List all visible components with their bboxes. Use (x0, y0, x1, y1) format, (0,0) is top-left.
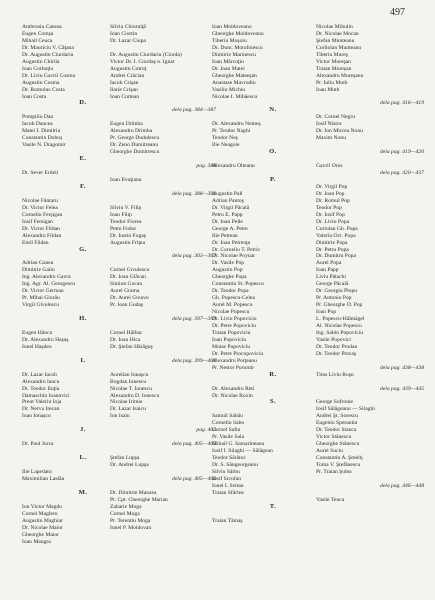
name-entry: Dr. Teodor Stanca (316, 427, 357, 434)
name-entry: Nicolae T. Ionescu (110, 385, 152, 392)
name-entry: Vasile Teuca (316, 496, 345, 503)
name-entry: Anastase Mavrodin (212, 79, 256, 86)
name-entry: Dr. Liviu Popa (316, 218, 350, 225)
name-entry: Eugen Hâncu (22, 329, 53, 336)
name-entry: Gheorghe Stănescu (316, 441, 360, 448)
name-entry: Dr. Nicolae Maior (22, 524, 63, 531)
name-entry: Mihail G. Samarineanu (212, 441, 265, 448)
name-entry: George Păcală (316, 281, 349, 288)
name-entry (110, 309, 220, 316)
name-entry: Ilie Lapedatu (22, 469, 52, 475)
name-entry: Eugen Drimba (110, 121, 143, 128)
name-entry: Dr. Romul Pop (316, 197, 350, 204)
name-entry: Ilie Neagoie (212, 142, 240, 149)
name-entry: Gh. Popescu-Celea (212, 295, 255, 302)
name-entry: Bogdan Ionescu (110, 378, 147, 385)
name-entry: Nicolae Popescu (212, 309, 250, 316)
name-entry (212, 184, 320, 191)
name-entry: Dr. Andrei Lupşa (110, 462, 149, 469)
name-entry: Alexandru D. Ionescu (110, 392, 160, 399)
name-entry: George A. Petre (212, 225, 248, 232)
name-entry: Dr. Lazar Isaicu (110, 406, 146, 413)
name-entry: Dr. Liviu Popoviciu (212, 316, 257, 323)
name-entry: Ioan Corbuţiu (22, 65, 54, 72)
name-entry: Iosif Fersigan (22, 218, 53, 225)
name-entry: Cornel Givulescu (110, 267, 150, 274)
name-entry: Ing. Alexandru Gavra (22, 274, 71, 281)
name-entry: Ilie Petrean (212, 232, 238, 239)
name-entry: Dr. Ioan Matei (212, 65, 245, 72)
name-entry: Simion Gocan (110, 281, 143, 288)
name-entry: Dr. Alexandru Reti (212, 385, 255, 392)
name-entry (316, 476, 428, 483)
name-entry: Gheorghe Dumitrescu (110, 149, 160, 156)
name-entry: Victor Stănescu (316, 434, 352, 441)
name-entry: Dimitrie Galin (22, 267, 55, 274)
name-entry (212, 114, 320, 121)
name-entry: Ioan Mangra (22, 538, 51, 545)
name-entry: Teodor Sărătoc (212, 455, 246, 462)
name-entry: Valeriu Oct. Popa (316, 232, 356, 239)
name-entry: Aurel Suciu (316, 448, 343, 455)
name-entry: Ion Victor Magdu (22, 503, 62, 510)
name-entry: Gavril Oros (316, 163, 343, 170)
name-entry: Virgil Givulescu (22, 302, 60, 309)
name-entry: Dr. Ioan Hica (110, 336, 141, 343)
name-entry: Dr. Iustin Fogaş (110, 232, 146, 239)
name-entry (110, 184, 220, 191)
name-entry (212, 511, 320, 518)
section-letter: L. (79, 455, 87, 462)
name-entry: Alexandru Olteanu (212, 163, 255, 170)
name-entry: Matei I. Dimitriu (22, 128, 61, 135)
name-entry: Alexandru Porţeanu (212, 357, 257, 364)
name-entry: Ioan Mărcuţiu (212, 58, 244, 65)
page-range: dela pag. 420—437 (380, 170, 424, 177)
name-entry: Dr. Petre Popoviciu (212, 322, 256, 329)
name-entry: Ştefan Lupşa (110, 455, 140, 462)
name-entry: Tiberiu Mureş (316, 51, 348, 58)
name-entry: Teodor Florea (110, 218, 142, 225)
name-entry: Iosif Scrofan (212, 475, 242, 482)
column-2 (110, 24, 220, 532)
name-entry: Dr. Lazar Ciupa (110, 37, 146, 44)
name-entry (110, 45, 220, 52)
name-entry: Gheorghe Popa (212, 274, 247, 281)
name-entry (110, 365, 220, 372)
name-entry: Gheorghe Moldoveanu (212, 30, 264, 37)
name-entry (212, 100, 320, 107)
name-entry: Dr. Ioan Pop (316, 190, 345, 197)
section-letter: J. (80, 427, 86, 434)
name-entry: Dr. Zeno Dumitreanu (110, 142, 158, 149)
page-range: dela pag. 438—438 (380, 364, 424, 371)
name-entry: Coriolan Gh. Popa (316, 225, 358, 232)
name-entry: Dr. Romulus Costa (22, 86, 65, 93)
name-entry: Iosif Sălăgeanu — Silaghi (316, 406, 375, 413)
name-entry: Pr. Gheorghe D. Pop (316, 302, 363, 309)
page-range: dela pag. 416—419 (380, 100, 424, 107)
name-entry: Teodor Pop (316, 204, 342, 211)
name-entry: Ioan Ciortin (110, 30, 138, 37)
name-entry: Dr. Sever Erdeli (22, 170, 59, 177)
name-entry: Traian Popoviciu (212, 329, 251, 336)
name-entry: Victor Dr. I. Ciordaş n. Ignat (110, 58, 175, 65)
name-entry: Dr. Alexandru Haşaş (22, 336, 69, 343)
page-range: dela pag. 303—307 (172, 253, 216, 260)
page-range: dela pag. 397—399 (172, 316, 216, 323)
name-entry: Pr. Traian Şulea (316, 469, 352, 475)
section-letter: H. (79, 316, 87, 323)
name-entry: Pr. Mihai Giurău (22, 295, 60, 302)
name-entry: Corneliu Sabo (212, 420, 245, 427)
name-entry: Dr. Victor Felea (22, 204, 58, 211)
name-entry: Nicolae Irimie (110, 399, 143, 406)
name-entry: Dr. Dum. Motofoiescu (212, 44, 263, 51)
name-entry: Adrian Pantoş (212, 197, 244, 204)
name-entry: Corliolan Munteanu (316, 44, 362, 51)
name-entry: Cornel Moga (110, 510, 140, 517)
name-entry: Maxim Nonu (316, 135, 346, 142)
page-range: dela pag. 384—387 (172, 107, 216, 114)
name-entry: Dr. Teodor Prodan (316, 343, 358, 350)
name-entry: Augustin Pall (212, 190, 243, 197)
page-range: pag. 404 (196, 427, 216, 434)
name-entry: L. Popescu-Hălmăgel (316, 316, 365, 323)
name-entry (110, 247, 220, 254)
name-entry (316, 490, 428, 497)
name-entry: Aurel Grama (110, 288, 140, 295)
name-entry (110, 198, 220, 205)
name-entry: Aurelian Ionaşcu (110, 371, 149, 378)
name-entry: Constantin St. Popescu (212, 281, 264, 288)
name-entry: Dr. Virgil Pop (316, 183, 348, 190)
name-entry: Ing. Agr. Al. Georgescu (22, 281, 76, 288)
name-entry: Gheorghe Maior (22, 531, 60, 538)
page-number: 497 (390, 7, 405, 18)
name-entry: Augustin Cosma (22, 79, 60, 86)
name-entry: Traian Tămaş (212, 517, 243, 524)
name-entry (212, 170, 320, 177)
name-entry: Andrei Şt. Sorescu (316, 413, 359, 420)
name-entry: Dr. Victor Fildan (22, 225, 60, 232)
page-range: dela pag. 405—405 (172, 441, 216, 448)
name-entry: Augustin Maghiar (22, 517, 63, 524)
name-entry: Eugeniu Sperantia (316, 420, 358, 427)
name-entry: Ioan Muth (316, 86, 340, 93)
name-entry: Adrian Ganea (22, 260, 54, 267)
name-entry: George Sofronie (316, 399, 354, 406)
name-entry: Samuil Sabău (212, 413, 243, 420)
name-entry: Pr. Iuliu Muth (316, 79, 348, 86)
name-entry (110, 100, 220, 107)
name-entry: Iacob Crişan (110, 79, 139, 86)
name-entry (316, 94, 428, 101)
name-entry: Ambrosiu Catona (22, 24, 62, 30)
name-entry: Vasiliu Michiu (212, 86, 246, 93)
name-entry: Petre Fodor (110, 225, 137, 232)
name-entry: Dr. Petru Popa (316, 246, 349, 253)
name-entry: Dr. S. Săngeorgeanu (212, 462, 258, 469)
name-entry (110, 323, 220, 330)
name-entry: Victor Mureşan (316, 58, 351, 65)
name-entry: Mihail Ceuca (22, 37, 53, 44)
name-entry (110, 351, 220, 358)
name-entry: Aurel Popa (316, 260, 342, 267)
name-entry (110, 420, 220, 427)
name-entry: Augustin Chirila (22, 58, 60, 65)
name-entry (110, 170, 220, 177)
name-entry: Ioan Papp (316, 267, 339, 274)
section-letter: F. (79, 183, 87, 190)
name-entry: Silviu Sârbu (212, 469, 240, 475)
page-range: pag. 388 (196, 163, 216, 170)
name-entry: Nicolae Mihulin (316, 24, 353, 30)
name-entry: Pr. Cpt. Gheorghe Marian (110, 496, 168, 503)
name-entry: Ionel I. Seitan (212, 482, 244, 489)
column-4 (316, 24, 428, 504)
name-entry: Nicolae I. Mihăescu (212, 93, 258, 100)
name-entry: Ionel P. Moldovan (110, 524, 152, 531)
name-entry: Ioan Costa (22, 93, 47, 100)
section-letter: P. (269, 176, 277, 183)
name-entry: Dr. Aurel Greavu (110, 295, 149, 302)
name-entry: Pr. George Dudulescu (110, 135, 160, 142)
section-letter: M. (78, 489, 88, 496)
name-entry: Al. Nicolae Popescu (316, 322, 362, 329)
name-entry: Damaschin Ioanovici (22, 392, 70, 399)
name-entry: Corneliu Ferşigan (22, 211, 63, 218)
name-entry: Emil Fildan (22, 239, 49, 246)
name-entry: Cornel Magleru (22, 510, 58, 517)
name-entry: Vasile Popovici (316, 336, 351, 343)
name-entry: Alexandru Drimba (110, 128, 153, 135)
name-entry: Iacob Dancea (22, 121, 53, 128)
name-entry (110, 114, 220, 121)
name-entry: Silviu Chiorniţă (110, 24, 146, 30)
name-entry (316, 379, 428, 386)
name-entry: Cornel Hălbac (110, 329, 143, 336)
name-entry: Augustin Pop (212, 267, 243, 274)
section-letter: R. (269, 371, 277, 378)
name-entry: Ioan Moldoveanu (212, 24, 252, 30)
name-entry (316, 142, 428, 149)
name-entry (316, 156, 428, 163)
name-entry: Preot Valeriu Ioja (22, 399, 62, 406)
section-letter: D. (79, 100, 87, 107)
name-entry: Iosif Nistor (316, 121, 342, 128)
section-letter: I. (80, 357, 86, 364)
name-entry (316, 358, 428, 365)
name-entry: Dr. Ioan Glăvan (110, 274, 146, 281)
page-range: dela pag. 388—392 (172, 190, 216, 197)
name-entry: Aurel M. Popescu (212, 302, 253, 309)
name-entry: Dr. Paul Jurca (22, 441, 54, 448)
name-entry: Pr. Teodor Naghi (212, 128, 251, 135)
name-entry: Gheorghe Mateeşan (212, 72, 257, 79)
name-entry: Ioan Popoviciu (212, 336, 247, 343)
name-entry: Dr. Ioan Petreuţa (212, 239, 251, 246)
name-entry (316, 107, 428, 114)
name-entry: Pr. Terentiu Moga (110, 517, 151, 524)
name-entry: Dr. Nicolae Poynar (212, 253, 256, 260)
name-entry: Pr. Nestor Porumb (212, 364, 254, 371)
name-entry: Nicolae Fântaru (22, 197, 58, 204)
name-entry: Dr. Dumitru Popa (316, 253, 356, 260)
name-entry: Alexandru Fildan (22, 232, 62, 239)
name-entry (212, 406, 320, 413)
name-entry: Dr. Ştefan Hărăguş (110, 343, 153, 350)
name-entry: Toma V. Ştefănescu (316, 462, 361, 469)
name-entry: Dr. Dimitrie Manzea (110, 489, 157, 496)
name-entry (110, 483, 220, 490)
name-entry (110, 469, 220, 476)
section-letter: O. (269, 149, 277, 156)
name-entry: Constantin A. Şmeltj (316, 455, 363, 462)
name-entry (110, 156, 220, 163)
name-entry: Tiberiu Moşoiu (212, 37, 247, 44)
name-entry: Maximilian Laslău (22, 475, 65, 482)
section-letter: N. (269, 107, 277, 114)
section-letter: G. (79, 246, 87, 253)
name-entry: Dr. Lazar Iacob (22, 371, 57, 378)
column-3 (212, 24, 320, 525)
name-entry: Zaharie Moga (110, 503, 142, 510)
name-entry: Andrei Crăcian (110, 72, 145, 79)
name-entry: Ioan Ionaşcu (22, 413, 51, 420)
name-entry: Dr. Ioan Pelle (212, 218, 243, 225)
name-entry: Vasile N. Dragomir (22, 142, 66, 149)
name-entry: Pr. Antoniu Pop (316, 295, 352, 302)
name-entry: Teodor Neş (212, 135, 238, 142)
name-entry: Moise Popoviciu (212, 343, 251, 350)
name-entry: Iosif I. Silaghi — Sălăgean (212, 448, 273, 455)
name-entry: Cornel Safta (212, 427, 241, 434)
name-entry: Dr. Augustin Ciurdariu (Ciorda) (110, 51, 182, 58)
name-entry: Dr. Victor German (22, 288, 64, 295)
name-entry: Liviu Pătachi (316, 274, 346, 281)
name-entry: Dr. Nerva Irecan (22, 406, 60, 413)
name-entry (212, 497, 320, 504)
name-entry (212, 156, 320, 163)
name-entry: Dr. Cornel Negru (316, 114, 355, 121)
name-entry: Eugen Comşa (22, 30, 54, 37)
name-entry: Dr. Teodor Popa (212, 288, 249, 295)
name-entry: Alexandru Iancu (22, 378, 60, 385)
name-entry: Dr. Georgiu Plopu (316, 288, 358, 295)
name-entry (110, 434, 220, 441)
name-entry: Silviu V. Filip (110, 204, 142, 211)
name-entry: Dimitrie Marinescu (212, 51, 256, 58)
name-entry: Constantin Doboş (22, 135, 63, 142)
name-entry (316, 393, 428, 400)
name-entry: Titus Liviu Roşu (316, 371, 354, 378)
name-entry: Dr. Augustin Ciurdariu (22, 51, 74, 58)
name-entry: Ilarie Crişan (110, 86, 138, 93)
name-entry: Ştefan Munteanu (316, 37, 355, 44)
name-entry: Augustin Friţea (110, 239, 145, 246)
name-entry (110, 448, 220, 455)
name-entry: Augustin Cotruţ (110, 65, 147, 72)
name-entry (212, 379, 320, 386)
page-range: dela pag. 439—445 (380, 385, 424, 392)
name-entry: Dr. Nicolae Roxin (212, 392, 253, 399)
name-entry: Ioan Evuţianu (110, 176, 142, 183)
name-entry: Dr. Corneliu T. Petric (212, 246, 261, 253)
name-entry: Dr. Mauriciu V. Căţana (22, 44, 74, 51)
name-entry: Dr. Teodor Potcaş (316, 350, 357, 357)
section-letter: E. (79, 156, 87, 163)
section-letter: S. (269, 399, 277, 406)
name-entry: Dr. Iosif Pop (316, 211, 345, 218)
name-entry: Dr. Teodor Iluţia (22, 385, 60, 392)
page-range: dela pag. 419—420 (380, 149, 424, 156)
name-entry: Ionel Haşdeu (22, 343, 52, 350)
name-entry (316, 177, 428, 184)
name-entry: Pompiliu Dan (22, 114, 54, 121)
name-entry: Dr. Liviu Gavril Cosma (22, 72, 76, 79)
name-entry: Petru E. Papp (212, 211, 243, 218)
name-entry: Dr. Virgil Păcală (212, 204, 250, 211)
name-entry: Dr. Petre Procopoviciu (212, 350, 264, 357)
section-letter: T. (269, 503, 277, 510)
name-entry: Dr. Vasile Pop (212, 260, 245, 267)
name-entry: Traian Sfârlea (212, 489, 244, 496)
name-entry: Dimitrie Popa (316, 239, 348, 246)
name-entry: Ioan Pop (316, 309, 337, 316)
name-entry: Ioan Curtean (110, 93, 140, 100)
name-entry: Dr. Alexandru Nemeş (212, 121, 261, 128)
name-entry: Ion Isaiu (110, 413, 130, 420)
name-entry: Ing. Sabin Popoviciu (316, 329, 364, 336)
name-entry: Dr. Nicolae Mocan (316, 30, 359, 37)
name-entry (110, 260, 220, 267)
name-entry: Alexandru Mureşanu (316, 72, 364, 79)
name-entry: Dr. Ion Mircea Nonu (316, 128, 363, 135)
name-entry: Ioan Filip (110, 211, 132, 218)
name-entry: Pr. Ioan Gudaş (110, 302, 144, 309)
page-range: dela pag. 399—403 (172, 357, 216, 364)
page-range: dela pag. 446—448 (380, 482, 424, 489)
page-range: dela pag. 405—406 (172, 475, 216, 482)
name-entry: Traian Mureşan (316, 65, 352, 72)
name-entry: Pr. Vasile Sala (212, 434, 245, 441)
